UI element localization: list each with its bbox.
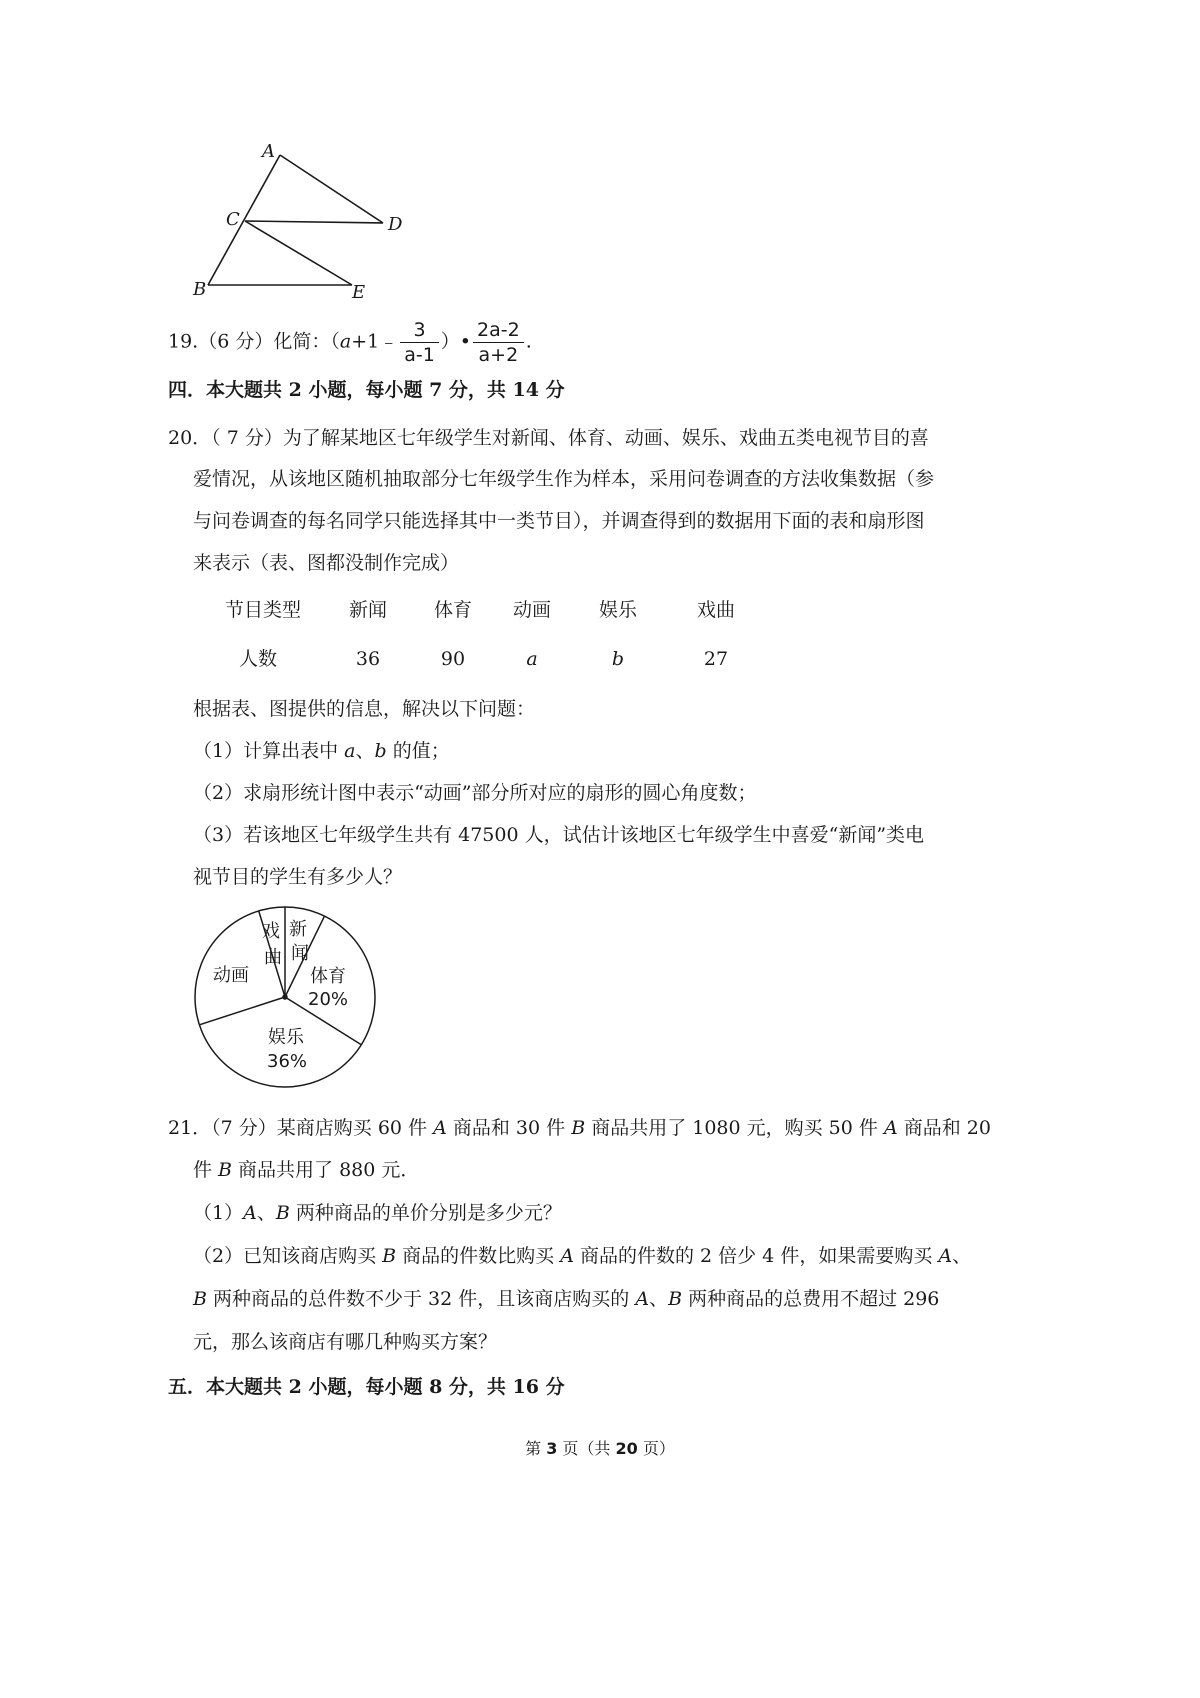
fraction-1 (400, 318, 439, 367)
q21-sub2-l1-end: 商品的件数的 2 倍少 4 件，如果需要购买 (573, 1245, 939, 1267)
table-header-entertainment: 娱乐 (598, 599, 637, 621)
pie-value-sports: 20% (308, 989, 349, 1010)
pie-chart (185, 905, 395, 1100)
question-19 (168, 318, 532, 367)
q21-line1-pre: 21．（7 分）某商店购买 60 件 (168, 1117, 434, 1139)
q20-intro: 根据表、图提供的信息，解决以下问题： (193, 698, 536, 720)
sub1-sep: 、 (355, 740, 375, 762)
table-row-label: 人数 (238, 648, 277, 670)
q21-sub-2-line-3: 元，那么该商店有哪几种购买方案？ (193, 1331, 498, 1353)
q21-sub-1 (193, 1200, 562, 1226)
q21-sub2-l2-end: 两种商品的总费用不超过 296 (682, 1288, 940, 1310)
q21-sub1-sep: 、 (256, 1202, 276, 1224)
q21-line1-mid2: 商品共用了 1080 元，购买 50 件 (585, 1117, 884, 1139)
footer-mid: 页（共 (557, 1439, 616, 1458)
q21-sub1-pre: （1） (193, 1202, 244, 1224)
variable-B: B (382, 1245, 397, 1267)
q21-line-2 (193, 1157, 419, 1183)
point-label-d: D (388, 214, 403, 235)
pie-label-sports: 体育 (310, 966, 346, 987)
segment-ad (280, 155, 383, 223)
table-cell-news: 36 (355, 648, 381, 670)
variable-a: a (339, 330, 352, 353)
q20-line-4: 来表示（表、图都没制作完成） (193, 552, 460, 574)
pie-label-entertainment: 娱乐 (268, 1027, 304, 1048)
point-label-b: B (193, 279, 207, 300)
fraction-denominator: a+2 (478, 344, 519, 366)
triangle-figure (190, 135, 430, 315)
sub1-post: 的值； (386, 740, 450, 762)
variable-B: B (218, 1159, 233, 1181)
footer-page-number: 3 (546, 1439, 558, 1458)
q21-sub1-end: 两种商品的单价分别是多少元？ (289, 1202, 562, 1224)
q21-line2-end: 商品共用了 880 元． (232, 1159, 420, 1181)
q21-sub2-l1-sep: 、 (952, 1245, 972, 1267)
table-header-news: 新闻 (348, 599, 387, 621)
q21-line2-pre: 件 (193, 1159, 219, 1181)
variable-A: A (433, 1117, 447, 1139)
section-5-title: 五．本大题共 2 小题，每小题 8 分，共 16 分 (168, 1376, 565, 1398)
variable-B: B (275, 1202, 290, 1224)
table-cell-opera: 27 (703, 648, 729, 670)
q20-line-1: 20．（ 7 分）为了解某地区七年级学生对新闻、体育、动画、娱乐、戏曲五类电视节目的喜 (168, 427, 929, 449)
pie-value-entertainment: 36% (267, 1051, 308, 1072)
footer-pre: 第 (525, 1439, 547, 1458)
question-stem: （6 分）化简：（ (198, 330, 340, 353)
variable-A: A (883, 1117, 898, 1139)
table-header-animation: 动画 (512, 599, 551, 621)
table-header-type: 节目类型 (224, 599, 301, 621)
page-footer (0, 1436, 1200, 1459)
variable-A: A (560, 1245, 574, 1267)
table-cell-animation: a (526, 648, 538, 670)
fraction-2 (473, 318, 524, 367)
pie-label-animation: 动画 (213, 965, 249, 986)
fraction-denominator: a-1 (404, 344, 435, 366)
q20-sub-3-line-1: （3）若该地区七年级学生共有 47500 人，试估计该地区七年级学生中喜爱“新闻”类电 (193, 824, 925, 846)
table-cell-entertainment: b (611, 648, 625, 670)
table-header-opera: 戏曲 (696, 599, 735, 621)
fraction-numerator: 3 (400, 318, 439, 343)
q21-sub2-l2-sep: 、 (649, 1288, 669, 1310)
q20-sub-3-line-2: 视节目的学生有多少人？ (193, 866, 403, 888)
q21-sub-2-line-1 (193, 1243, 971, 1269)
q20-sub-2: （2）求扇形统计图中表示“动画”部分所对应的扇形的圆心角度数； (193, 782, 757, 804)
pie-label-opera-1: 戏 (262, 921, 280, 942)
q21-sub2-l1-mid: 商品的件数比购买 (396, 1245, 561, 1267)
q20-line-2: 爱情况，从该地区随机抽取部分七年级学生作为样本，采用问卷调查的方法收集数据（参 (193, 468, 935, 490)
q21-line-1 (168, 1115, 991, 1141)
point-label-e: E (352, 282, 366, 303)
variable-A: A (938, 1245, 953, 1267)
table-cell-sports: 90 (440, 648, 466, 670)
expr-plus-one: +1﹣ (351, 330, 399, 353)
pie-label-news-1: 新 (289, 919, 307, 940)
point-label-c: C (226, 209, 240, 230)
pie-boundary-entertainment-animation (199, 997, 285, 1025)
variable-B: B (193, 1288, 207, 1310)
q21-sub2-l2-mid: 两种商品的总件数不少于 32 件，且该商店购买的 (206, 1288, 636, 1310)
pie-label-news-2: 闻 (291, 943, 309, 964)
segment-cd (245, 221, 383, 223)
question-number: 19. (168, 330, 199, 353)
q21-line1-end: 商品和 20 (897, 1117, 991, 1139)
q21-line1-mid: 商品和 30 件 (446, 1117, 572, 1139)
sub1-pre: （1）计算出表中 (193, 740, 345, 762)
variable-b: b (374, 740, 387, 762)
point-label-a: A (262, 141, 275, 162)
q21-sub-2-line-2 (193, 1286, 939, 1312)
variable-B: B (571, 1117, 586, 1139)
variable-a: a (344, 740, 356, 762)
variable-A: A (243, 1202, 257, 1224)
section-4-title: 四．本大题共 2 小题，每小题 7 分，共 14 分 (168, 379, 565, 401)
segment-ce (245, 221, 352, 285)
expr-end: . (525, 330, 532, 353)
variable-B: B (668, 1288, 683, 1310)
q20-sub-1 (193, 738, 450, 764)
pie-center (283, 995, 287, 999)
q21-sub2-l1-pre: （2）已知该商店购买 (193, 1245, 383, 1267)
expr-mid: ）• (440, 330, 472, 353)
footer-total-pages: 20 (615, 1439, 638, 1458)
fraction-numerator: 2a-2 (473, 318, 524, 343)
footer-post: 页） (637, 1439, 675, 1458)
pie-label-opera-2: 曲 (264, 947, 282, 968)
table-header-sports: 体育 (433, 599, 472, 621)
segment-ab (208, 155, 280, 285)
q20-line-3: 与问卷调查的每名同学只能选择其中一类节目），并调查得到的数据用下面的表和扇形图 (193, 510, 925, 532)
variable-A: A (635, 1288, 650, 1310)
